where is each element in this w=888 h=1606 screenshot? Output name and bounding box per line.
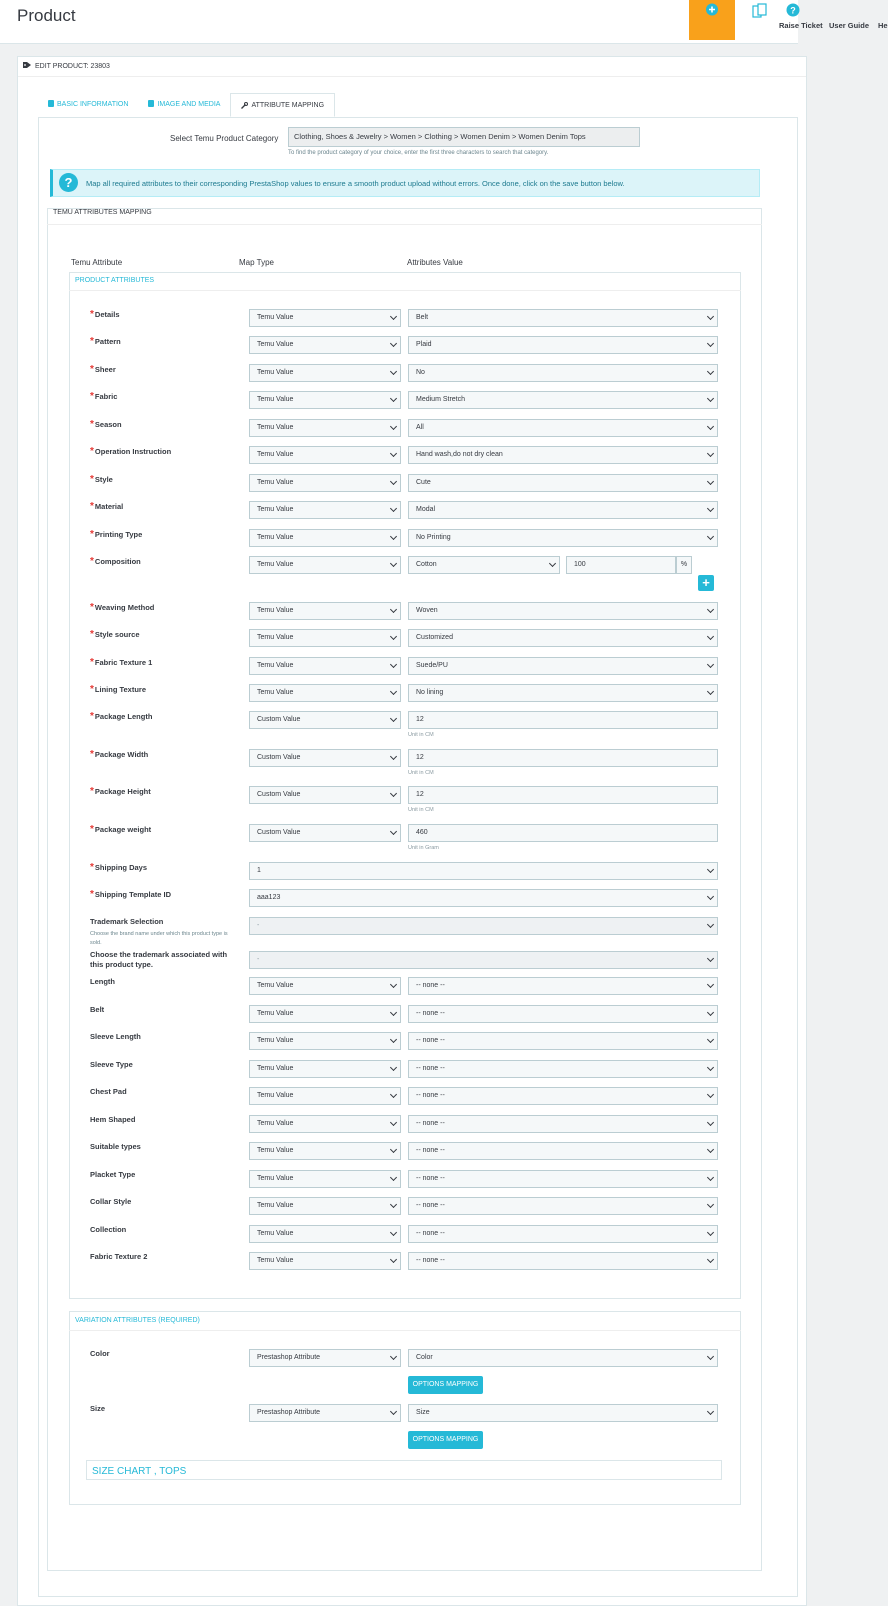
map-type-select[interactable]: Temu Value xyxy=(249,336,401,354)
tab-label: BASIC INFORMATION xyxy=(57,101,129,108)
alert-text: Map all required attributes to their corresponding PrestaShop values to ensure a smooth product upload without errors. Once done, click on the save button below. xyxy=(86,179,625,188)
unit-hint: Unit in CM xyxy=(408,770,434,776)
attribute-value-select[interactable]: -- none -- xyxy=(408,1087,718,1105)
map-type-select[interactable]: Temu Value xyxy=(249,1032,401,1050)
attribute-value-select[interactable]: -- none -- xyxy=(408,977,718,995)
tab-label: ATTRIBUTE MAPPING xyxy=(251,102,325,109)
trademark-select[interactable]: - xyxy=(249,917,718,935)
chevron-down-icon xyxy=(390,1201,397,1208)
map-type-select[interactable]: Temu Value xyxy=(249,629,401,647)
chevron-down-icon xyxy=(390,1174,397,1181)
chevron-down-icon xyxy=(390,753,397,760)
attribute-value-select[interactable]: -- none -- xyxy=(408,1170,718,1188)
chevron-down-icon xyxy=(707,661,714,668)
category-input[interactable]: Clothing, Shoes & Jewelry > Women > Clothing > Women Denim > Women Denim Tops xyxy=(288,127,640,147)
trademark-associated-select[interactable]: - xyxy=(249,951,718,969)
chevron-down-icon xyxy=(390,1119,397,1126)
chevron-down-icon xyxy=(390,1353,397,1360)
attribute-label: *Details xyxy=(90,309,120,320)
custom-value-input[interactable]: 12 xyxy=(408,786,718,804)
chevron-down-icon xyxy=(707,981,714,988)
chevron-down-icon xyxy=(707,1009,714,1016)
attribute-value-select[interactable]: All xyxy=(408,419,718,437)
chevron-down-icon xyxy=(707,478,714,485)
map-type-select[interactable]: Temu Value xyxy=(249,1225,401,1243)
attribute-label: *Season xyxy=(90,419,122,430)
optional-attribute-label: Fabric Texture 2 xyxy=(90,1252,148,1261)
variation-label-color: Color xyxy=(90,1349,110,1358)
map-type-select[interactable]: Temu Value xyxy=(249,602,401,620)
tab-basic-information[interactable] xyxy=(38,93,138,117)
chevron-down-icon xyxy=(390,1256,397,1263)
trademark-label: Trademark Selection xyxy=(90,917,164,926)
map-type-select[interactable]: Custom Value xyxy=(249,711,401,729)
chevron-down-icon xyxy=(707,866,714,873)
raise-ticket-button[interactable] xyxy=(689,0,823,40)
attribute-label: *Style xyxy=(90,474,113,485)
attribute-value-select[interactable]: Plaid xyxy=(408,336,718,354)
attribute-value-select[interactable]: No lining xyxy=(408,684,718,702)
size-chart-field[interactable]: SIZE CHART , TOPS xyxy=(86,1460,722,1480)
chevron-down-icon xyxy=(707,688,714,695)
document-icon xyxy=(48,100,54,107)
divider xyxy=(69,1330,741,1331)
chevron-down-icon xyxy=(390,661,397,668)
chevron-down-icon xyxy=(549,560,556,567)
chevron-down-icon xyxy=(707,1091,714,1098)
attribute-label: *Printing Type xyxy=(90,529,143,540)
attribute-value-select[interactable]: Cute xyxy=(408,474,718,492)
map-type-select[interactable]: Temu Value xyxy=(249,1005,401,1023)
trademark-associated-label: Choose the trademark associated with this product type. xyxy=(90,950,228,969)
color-options-mapping-button[interactable]: OPTIONS MAPPING xyxy=(408,1376,483,1394)
attribute-value-select[interactable]: -- none -- xyxy=(408,1225,718,1243)
custom-value-input[interactable]: 12 xyxy=(408,749,718,767)
tab-bar xyxy=(38,93,335,117)
chevron-down-icon xyxy=(390,395,397,402)
attribute-label: *Lining Texture xyxy=(90,684,147,695)
chevron-down-icon xyxy=(707,606,714,613)
mapping-title: TEMU ATTRIBUTES MAPPING xyxy=(53,209,152,216)
map-type-select[interactable]: Temu Value xyxy=(249,419,401,437)
map-type-select[interactable]: Custom Value xyxy=(249,824,401,842)
map-type-select[interactable]: Temu Value xyxy=(249,474,401,492)
column-header-attribute: Temu Attribute xyxy=(71,258,123,267)
chevron-down-icon xyxy=(707,340,714,347)
map-type-select[interactable]: Temu Value xyxy=(249,1087,401,1105)
chevron-down-icon xyxy=(707,921,714,928)
optional-attribute-label: Hem Shaped xyxy=(90,1115,136,1124)
optional-attribute-label: Length xyxy=(90,977,115,986)
attribute-value-select[interactable]: -- none -- xyxy=(408,1252,718,1270)
shipping-template-label: *Shipping Template ID xyxy=(90,889,172,900)
top-bar xyxy=(0,0,888,44)
optional-attribute-label: Sleeve Length xyxy=(90,1032,141,1041)
question-icon: ? xyxy=(59,173,78,192)
optional-attribute-label: Sleeve Type xyxy=(90,1060,133,1069)
tab-image-and-media[interactable] xyxy=(138,93,230,117)
size-options-mapping-button[interactable]: OPTIONS MAPPING xyxy=(408,1431,483,1449)
optional-attribute-label: Belt xyxy=(90,1005,105,1014)
chevron-down-icon xyxy=(390,450,397,457)
info-alert xyxy=(50,169,760,197)
optional-attribute-label: Chest Pad xyxy=(90,1087,127,1096)
card-title: EDIT PRODUCT: 23803 xyxy=(35,62,110,70)
chevron-down-icon xyxy=(390,688,397,695)
shipping-days-select[interactable]: 1 xyxy=(249,862,718,880)
help-icon xyxy=(786,3,800,19)
map-type-select[interactable]: Custom Value xyxy=(249,786,401,804)
custom-value-input[interactable]: 460 xyxy=(408,824,718,842)
shipping-days-label: *Shipping Days xyxy=(90,862,147,873)
book-icon xyxy=(752,3,768,20)
map-type-select[interactable]: Temu Value xyxy=(249,1115,401,1133)
wrench-icon xyxy=(241,102,248,111)
chevron-down-icon xyxy=(390,505,397,512)
map-type-select[interactable]: Temu Value xyxy=(249,657,401,675)
tab-label: IMAGE AND MEDIA xyxy=(157,101,221,108)
chevron-down-icon xyxy=(707,505,714,512)
divider xyxy=(18,76,806,77)
tag-icon xyxy=(23,61,32,71)
attribute-value-select[interactable]: No xyxy=(408,364,718,382)
chevron-down-icon xyxy=(707,313,714,320)
chevron-down-icon xyxy=(390,1009,397,1016)
tab-attribute-mapping[interactable] xyxy=(230,93,335,117)
map-type-select[interactable]: Temu Value xyxy=(249,977,401,995)
chevron-down-icon xyxy=(707,1174,714,1181)
attribute-value-select[interactable]: No Printing xyxy=(408,529,718,547)
divider xyxy=(69,290,741,291)
attribute-value-select[interactable]: -- none -- xyxy=(408,1115,718,1133)
map-type-select[interactable]: Custom Value xyxy=(249,749,401,767)
chevron-down-icon xyxy=(390,633,397,640)
variation-attributes-title: VARIATION ATTRIBUTES (REQUIRED) xyxy=(75,1317,200,1324)
attribute-label: *Weaving Method xyxy=(90,602,155,613)
user-guide-label: User Guide xyxy=(829,21,870,30)
chevron-down-icon xyxy=(707,633,714,640)
chevron-down-icon xyxy=(390,1229,397,1236)
map-type-select[interactable]: Temu Value xyxy=(249,309,401,327)
svg-text:?: ? xyxy=(790,5,796,16)
chevron-down-icon xyxy=(390,478,397,485)
map-type-select[interactable]: Temu Value xyxy=(249,556,401,574)
optional-attribute-label: Collar Style xyxy=(90,1197,132,1206)
size-map-type-select[interactable]: Prestashop Attribute xyxy=(249,1404,401,1422)
variation-label-size: Size xyxy=(90,1404,106,1413)
chevron-down-icon xyxy=(390,1064,397,1071)
attribute-label: *Sheer xyxy=(90,364,116,375)
percent-input[interactable]: 100 xyxy=(566,556,676,574)
map-type-select[interactable]: Temu Value xyxy=(249,391,401,409)
attribute-value-select[interactable]: Hand wash,do not dry clean xyxy=(408,446,718,464)
color-attribute-select[interactable]: Color xyxy=(408,1349,718,1367)
attribute-value-select[interactable]: -- none -- xyxy=(408,1032,718,1050)
chevron-down-icon xyxy=(390,828,397,835)
custom-value-input[interactable]: 12 xyxy=(408,711,718,729)
chevron-down-icon xyxy=(390,1408,397,1415)
chevron-down-icon xyxy=(390,790,397,797)
chevron-down-icon xyxy=(707,955,714,962)
chevron-down-icon xyxy=(707,395,714,402)
attribute-label: *Package Height xyxy=(90,786,151,797)
category-help: To find the product category of your choice, enter the first three characters to search that category. xyxy=(288,150,549,156)
chevron-down-icon xyxy=(390,1091,397,1098)
attribute-label: *Composition xyxy=(90,556,141,567)
map-type-select[interactable]: Temu Value xyxy=(249,1252,401,1270)
chevron-down-icon xyxy=(390,1146,397,1153)
chevron-down-icon xyxy=(707,368,714,375)
chevron-down-icon xyxy=(390,423,397,430)
chevron-down-icon xyxy=(707,1201,714,1208)
chevron-down-icon xyxy=(707,1229,714,1236)
chevron-down-icon xyxy=(390,560,397,567)
divider xyxy=(47,224,762,225)
map-type-select[interactable]: Temu Value xyxy=(249,501,401,519)
attribute-label: *Fabric xyxy=(90,391,118,402)
attribute-label: *Package Width xyxy=(90,749,149,760)
map-type-select[interactable]: Temu Value xyxy=(249,446,401,464)
chevron-down-icon xyxy=(390,533,397,540)
chevron-down-icon xyxy=(390,715,397,722)
color-map-type-select[interactable]: Prestashop Attribute xyxy=(249,1349,401,1367)
product-attributes-title: PRODUCT ATTRIBUTES xyxy=(75,277,155,284)
chevron-down-icon xyxy=(390,606,397,613)
map-type-select[interactable]: Temu Value xyxy=(249,684,401,702)
optional-attribute-label: Collection xyxy=(90,1225,127,1234)
attribute-label: *Material xyxy=(90,501,124,512)
chevron-down-icon xyxy=(707,423,714,430)
attribute-label: *Fabric Texture 1 xyxy=(90,657,153,668)
chevron-down-icon xyxy=(707,450,714,457)
column-header-value: Attributes Value xyxy=(407,258,463,267)
attribute-value-select[interactable]: Woven xyxy=(408,602,718,620)
map-type-select[interactable]: Temu Value xyxy=(249,529,401,547)
attribute-label: *Operation Instruction xyxy=(90,446,172,457)
page-title: Product xyxy=(17,6,76,25)
map-type-select[interactable]: Temu Value xyxy=(249,1060,401,1078)
chevron-down-icon xyxy=(707,1036,714,1043)
map-type-select[interactable]: Temu Value xyxy=(249,1142,401,1160)
unit-hint: Unit in CM xyxy=(408,732,434,738)
attribute-value-select[interactable]: -- none -- xyxy=(408,1197,718,1215)
chevron-down-icon xyxy=(390,1036,397,1043)
optional-attribute-label: Suitable types xyxy=(90,1142,141,1151)
optional-attribute-label: Placket Type xyxy=(90,1170,136,1179)
attribute-value-select[interactable]: -- none -- xyxy=(408,1142,718,1160)
map-type-select[interactable]: Temu Value xyxy=(249,1170,401,1188)
raise-ticket-label: Raise Ticket xyxy=(779,21,823,30)
chevron-down-icon xyxy=(390,368,397,375)
map-type-select[interactable]: Temu Value xyxy=(249,1197,401,1215)
attribute-value-select[interactable]: Cotton xyxy=(408,556,560,574)
chevron-down-icon xyxy=(707,1353,714,1360)
attribute-value-select[interactable]: Belt xyxy=(408,309,718,327)
map-type-select[interactable]: Temu Value xyxy=(249,364,401,382)
chevron-down-icon xyxy=(707,1408,714,1415)
attribute-value-select[interactable]: Modal xyxy=(408,501,718,519)
shipping-template-select[interactable]: aaa123 xyxy=(249,889,718,907)
attribute-value-select[interactable]: -- none -- xyxy=(408,1060,718,1078)
chevron-down-icon xyxy=(707,533,714,540)
chevron-down-icon xyxy=(707,1256,714,1263)
chevron-down-icon xyxy=(390,313,397,320)
chevron-down-icon xyxy=(707,1119,714,1126)
attribute-value-select[interactable]: Medium Stretch xyxy=(408,391,718,409)
add-composition-button[interactable]: + xyxy=(698,575,714,591)
trademark-help: Choose the brand name under which this product type is sold. xyxy=(90,931,228,946)
attribute-label: *Package weight xyxy=(90,824,152,835)
unit-hint: Unit in Gram xyxy=(408,845,439,851)
help-label: He xyxy=(878,21,888,30)
attribute-label: *Pattern xyxy=(90,336,121,347)
category-label: Select Temu Product Category xyxy=(170,134,279,143)
attribute-value-select[interactable]: Customized xyxy=(408,629,718,647)
attribute-label: *Style source xyxy=(90,629,140,640)
size-attribute-select[interactable]: Size xyxy=(408,1404,718,1422)
attribute-label: *Package Length xyxy=(90,711,153,722)
chevron-down-icon xyxy=(707,893,714,900)
chevron-down-icon xyxy=(390,981,397,988)
plus-circle-icon xyxy=(706,3,719,18)
card-header xyxy=(23,61,110,71)
attribute-value-select[interactable]: -- none -- xyxy=(408,1005,718,1023)
unit-hint: Unit in CM xyxy=(408,807,434,813)
image-icon xyxy=(148,100,154,107)
chevron-down-icon xyxy=(390,340,397,347)
column-header-map-type: Map Type xyxy=(239,258,274,267)
attribute-value-select[interactable]: Suede/PU xyxy=(408,657,718,675)
chevron-down-icon xyxy=(707,1146,714,1153)
chevron-down-icon xyxy=(707,1064,714,1071)
percent-sign: % xyxy=(676,556,692,574)
